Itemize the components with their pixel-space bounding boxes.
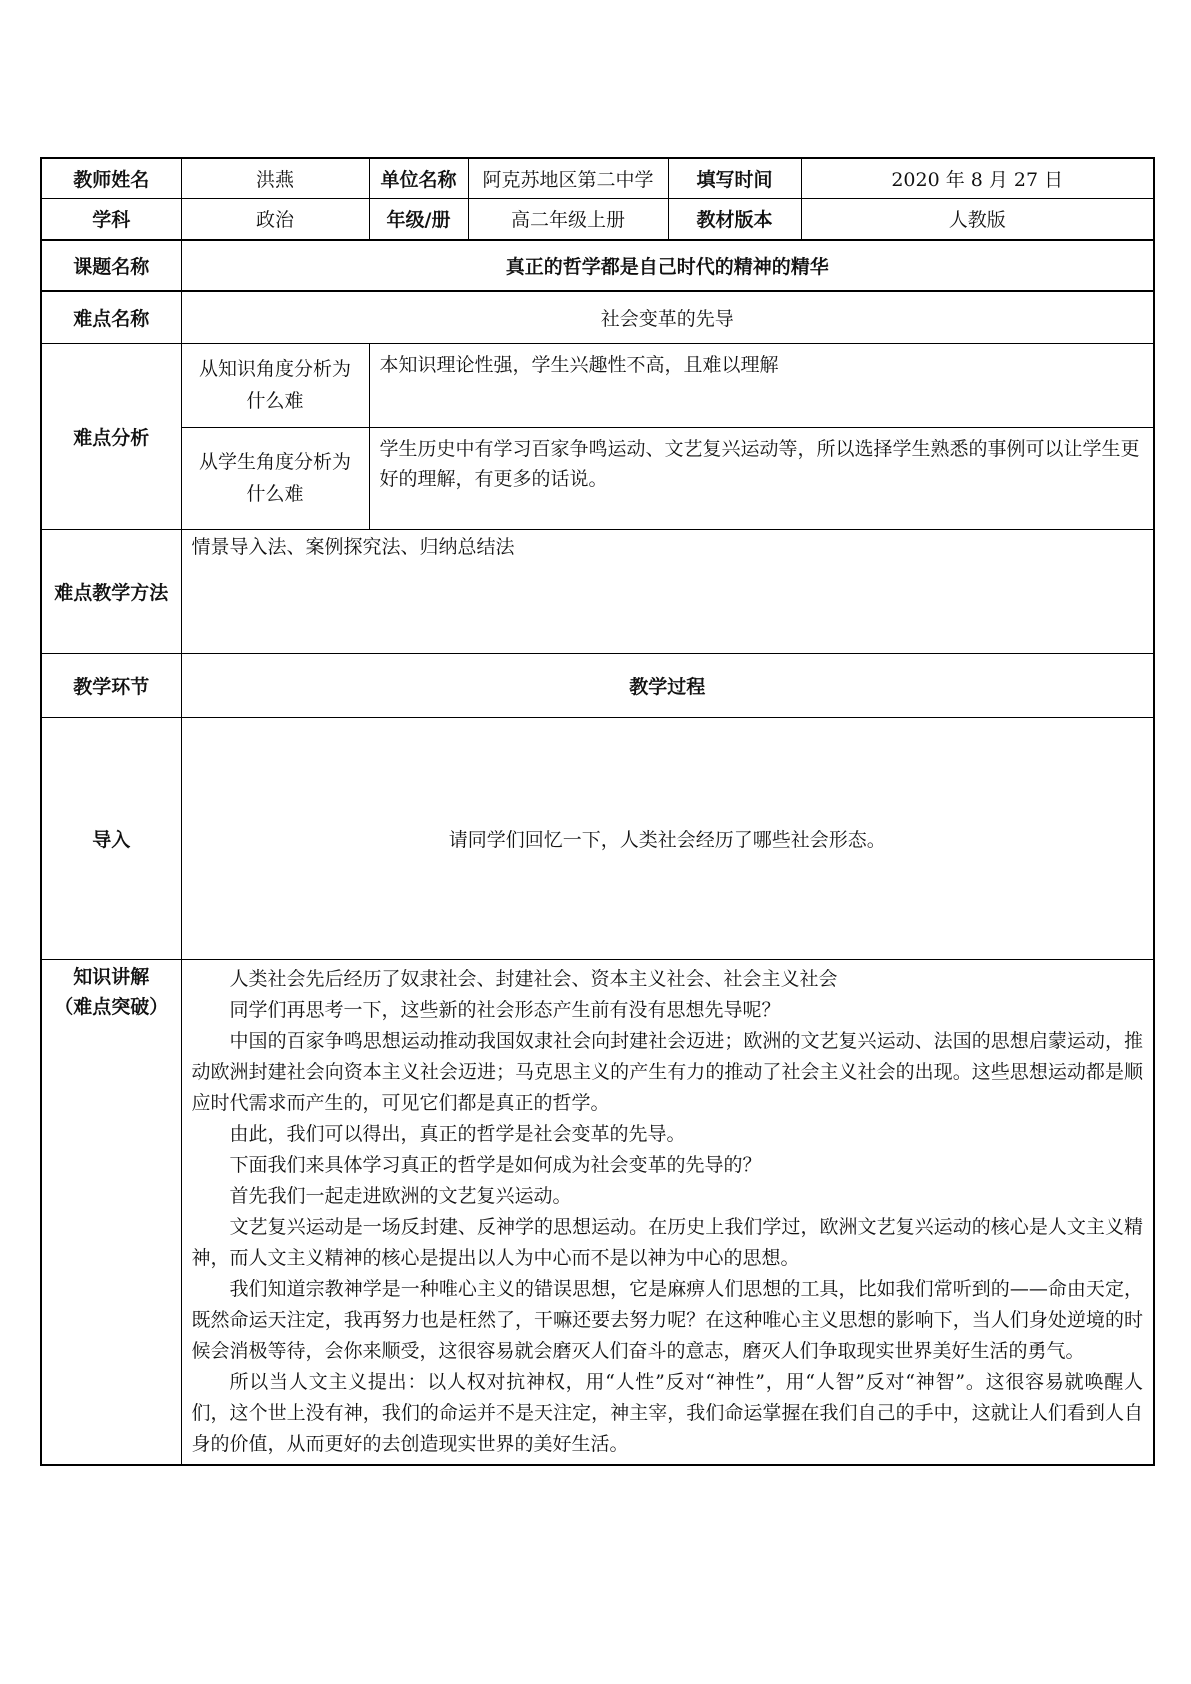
explain-paragraph: 人类社会先后经历了奴隶社会、封建社会、资本主义社会、社会主义社会 — [229, 967, 838, 990]
date-value: 2020 年 8 月 27 日 — [801, 158, 1154, 198]
knowledge-angle-value: 本知识理论性强，学生兴趣性不高，且难以理解 — [369, 343, 1154, 427]
method-row — [41, 529, 1154, 653]
difficulty-row — [41, 291, 1154, 343]
explain-content — [181, 959, 1154, 1465]
explain-paragraph: 下面我们来具体学习真正的哲学是如何成为社会变革的先导的？ — [229, 1153, 762, 1176]
explain-paragraph: 由此，我们可以得出，真正的哲学是社会变革的先导。 — [229, 1122, 686, 1145]
process-header-row — [41, 653, 1154, 717]
lesson-plan-table — [40, 157, 1155, 1466]
explain-label-line1: 知识讲解 — [73, 965, 150, 988]
teacher-label: 教师姓名 — [41, 158, 181, 198]
analysis-row-knowledge — [41, 343, 1154, 427]
process-column-label: 教学过程 — [181, 653, 1154, 717]
header-row-1 — [41, 158, 1154, 198]
topic-value: 真正的哲学都是自己时代的精神的精华 — [181, 240, 1154, 291]
intro-label: 导入 — [41, 717, 181, 959]
explain-paragraph: 同学们再思考一下，这些新的社会形态产生前有没有思想先导呢？ — [229, 998, 781, 1021]
date-label: 填写时间 — [668, 158, 801, 198]
intro-row — [41, 717, 1154, 959]
difficulty-label: 难点名称 — [41, 291, 181, 343]
lesson-plan-sheet — [40, 157, 1153, 1466]
topic-row — [41, 240, 1154, 291]
explain-paragraph: 所以当人文主义提出：以人权对抗神权，用“人性”反对“神性”，用“人智”反对“神智”。这很容易就唤醒人们，这个世上没有神，我们的命运并不是天注定，神主宰，我们命运掌握在我们自己的手中，这就让人们看到人自身的价值，从而更好的去创造现实世界的美好生活。 — [191, 1370, 1143, 1455]
subject-label: 学科 — [41, 198, 181, 240]
analysis-row-student — [41, 427, 1154, 529]
explain-label-line2: （难点突破） — [54, 995, 169, 1018]
topic-label: 课题名称 — [41, 240, 181, 291]
intro-value: 请同学们回忆一下，人类社会经历了哪些社会形态。 — [181, 717, 1154, 959]
difficulty-value: 社会变革的先导 — [181, 291, 1154, 343]
method-value: 情景导入法、案例探究法、归纳总结法 — [181, 529, 1154, 653]
explain-paragraph: 文艺复兴运动是一场反封建、反神学的思想运动。在历史上我们学过，欧洲文艺复兴运动的核心是人文主义精神，而人文主义精神的核心是提出以人为中心而不是以神为中心的思想。 — [191, 1215, 1143, 1269]
explain-label — [41, 959, 181, 1465]
header-row-2 — [41, 198, 1154, 240]
student-angle-label: 从学生角度分析为什么难 — [181, 427, 369, 529]
edition-label: 教材版本 — [668, 198, 801, 240]
edition-value: 人教版 — [801, 198, 1154, 240]
student-angle-value: 学生历史中有学习百家争鸣运动、文艺复兴运动等，所以选择学生熟悉的事例可以让学生更好的理解，有更多的话说。 — [369, 427, 1154, 529]
explain-row — [41, 959, 1154, 1465]
grade-label: 年级/册 — [369, 198, 468, 240]
stage-column-label: 教学环节 — [41, 653, 181, 717]
method-label: 难点教学方法 — [41, 529, 181, 653]
knowledge-angle-label: 从知识角度分析为什么难 — [181, 343, 369, 427]
explain-paragraph: 我们知道宗教神学是一种唯心主义的错误思想，它是麻痹人们思想的工具，比如我们常听到的——命由天定，既然命运天注定，我再努力也是枉然了，干嘛还要去努力呢？在这种唯心主义思想的影响下，当人们身处逆境的时候会消极等待，会你来顺受，这很容易就会磨灭人们奋斗的意志，磨灭人们争取现实世界美好生活的勇气。 — [191, 1277, 1143, 1362]
grade-value: 高二年级上册 — [468, 198, 668, 240]
analysis-label: 难点分析 — [41, 343, 181, 529]
explain-paragraph: 中国的百家争鸣思想运动推动我国奴隶社会向封建社会迈进；欧洲的文艺复兴运动、法国的思想启蒙运动，推动欧洲封建社会向资本主义社会迈进；马克思主义的产生有力的推动了社会主义社会的出现。这些思想运动都是顺应时代需求而产生的，可见它们都是真正的哲学。 — [191, 1029, 1143, 1114]
explain-paragraph: 首先我们一起走进欧洲的文艺复兴运动。 — [229, 1184, 572, 1207]
subject-value: 政治 — [181, 198, 369, 240]
unit-label: 单位名称 — [369, 158, 468, 198]
unit-value: 阿克苏地区第二中学 — [468, 158, 668, 198]
teacher-value: 洪燕 — [181, 158, 369, 198]
